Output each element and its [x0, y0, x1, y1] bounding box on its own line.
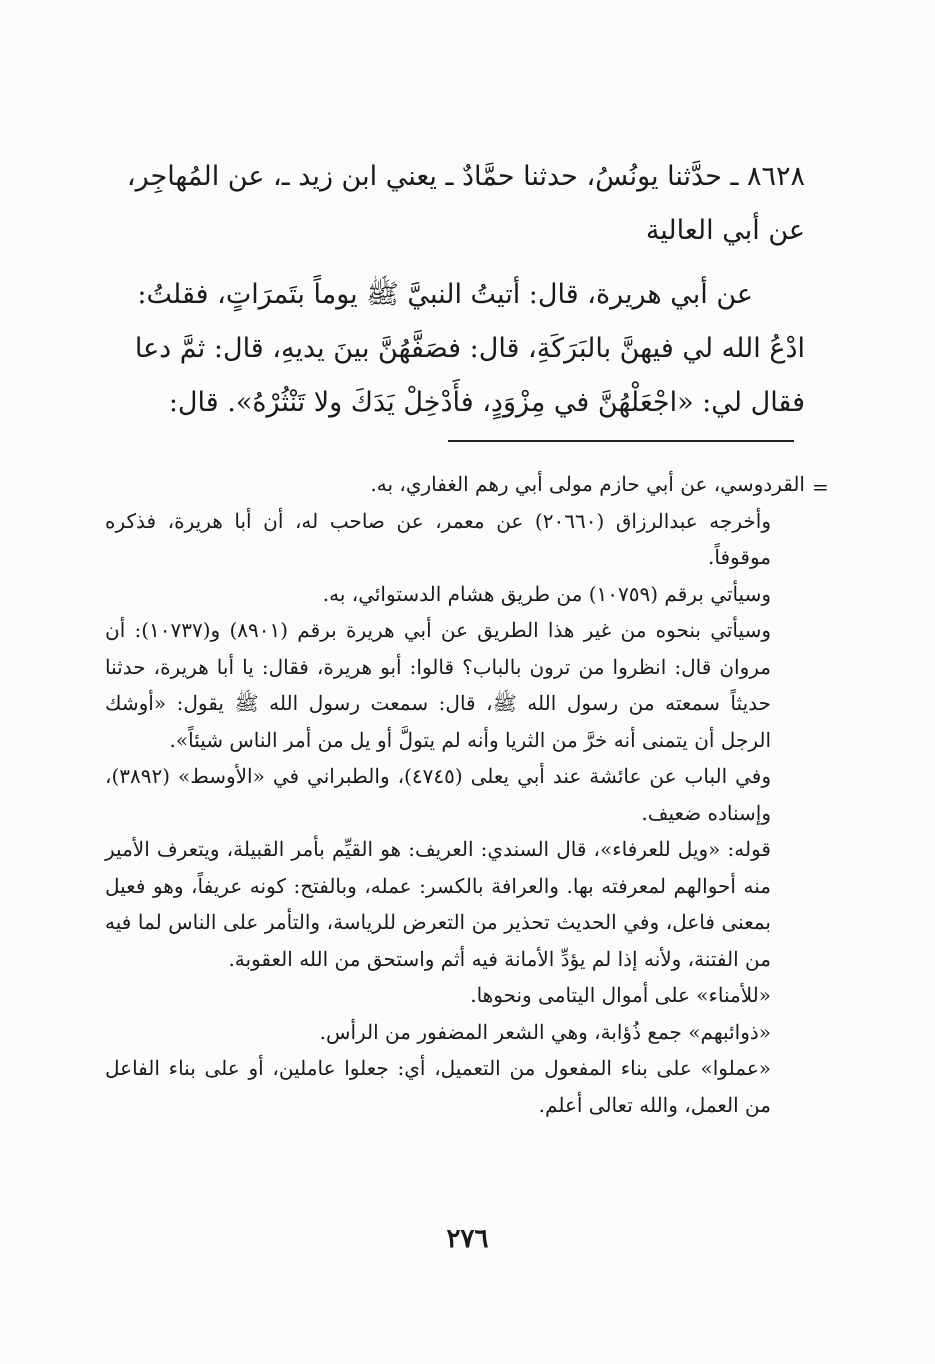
footnote-paragraph: «عملوا» على بناء المفعول من التعميل، أي: جعلوا عاملين، أو على بناء الفاعل من العمل، والله تعالى أعلم. [105, 1056, 771, 1117]
footnote-continuation-mark: = [812, 475, 829, 499]
footnote-paragraph: «ذوائبهم» جمع ذُؤابة، وهي الشعر المضفور من الرأس. [319, 1019, 771, 1044]
footnote-paragraph: وسيأتي برقم (١٠٧٥٩) من طريق هشام الدستوائي، به. [322, 581, 771, 606]
hadith-text [105, 150, 805, 430]
footnote-paragraph: القردوسي، عن أبي حازم مولى أبي رهم الغفاري، به. [370, 472, 805, 496]
footnote-separator [448, 440, 794, 442]
footnotes [105, 466, 805, 1123]
hadith-isnad-line-1: ٨٦٢٨ ـ حدَّثنا يونُسُ، حدثنا حمَّادٌ ـ يعني ابن زيد ـ، عن المُهاجِر، [126, 161, 805, 192]
footnote-paragraph: قوله: «ويل للعرفاء»، قال السندي: العريف: هو القيِّم بأمر القبيلة، ويتعرف الأمير منه أحوالهم لمعرفته بها. والعرافة بالكسر: عمله، وبالفتح: كونه عريفاً، وهو فعيل بمعنى فاعل، وفي الحديث تحذير من التعرض للرياسة، والتأمر على الناس لما فيه من الفتنة، ولأنه إذا لم يؤدِّ الأمانة فيه أثم واستحق من الله العقوبة. [105, 837, 771, 971]
footnote-paragraph: وأخرجه عبدالرزاق (٢٠٦٦٠) عن معمر، عن صاحب له، أن أبا هريرة، فذكره موقوفاً. [105, 508, 771, 569]
hadith-isnad-line-2: عن أبي العالية [645, 215, 805, 246]
footnote-paragraph: وفي الباب عن عائشة عند أبي يعلى (٤٧٤٥)، والطبراني في «الأوسط» (٣٨٩٢)، وإسناده ضعيف. [105, 764, 772, 825]
hadith-matn-line-2: ادْعُ الله لي فيهنَّ بالبَرَكَةِ، قال: فصَفَّهُنَّ بينَ يديهِ، قال: ثمَّ دعا [134, 333, 805, 364]
page-number: ٢٧٦ [446, 1224, 489, 1254]
hadith-matn-line-1: عن أبي هريرة، قال: أتيتُ النبيَّ ﷺ يوماً بتَمرَاتٍ، فقلتُ: [137, 279, 753, 310]
hadith-matn-line-3: فقال لي: «اجْعَلْهُنَّ في مِزْوَدٍ، فأَدْخِلْ يَدَكَ ولا تَنْثُرْهُ». قال: [168, 387, 805, 418]
footnote-paragraph: «للأمناء» على أموال اليتامى ونحوها. [470, 983, 771, 1007]
footnote-paragraph: وسيأتي بنحوه من غير هذا الطريق عن أبي هريرة برقم (٨٩٠١) و(١٠٧٣٧): أن مروان قال: انظروا من ترون بالباب؟ قالوا: أبو هريرة، فقال: يا أبا هريرة، حدثنا حديثاً سمعته من رسول الله ﷺ، قال: سمعت رسول الله ﷺ يقول: «أوشك الرجل أن يتمنى أنه خرَّ من الثريا وأنه لم يتولَّ أو يل من أمر الناس شيئاً». [105, 618, 772, 752]
